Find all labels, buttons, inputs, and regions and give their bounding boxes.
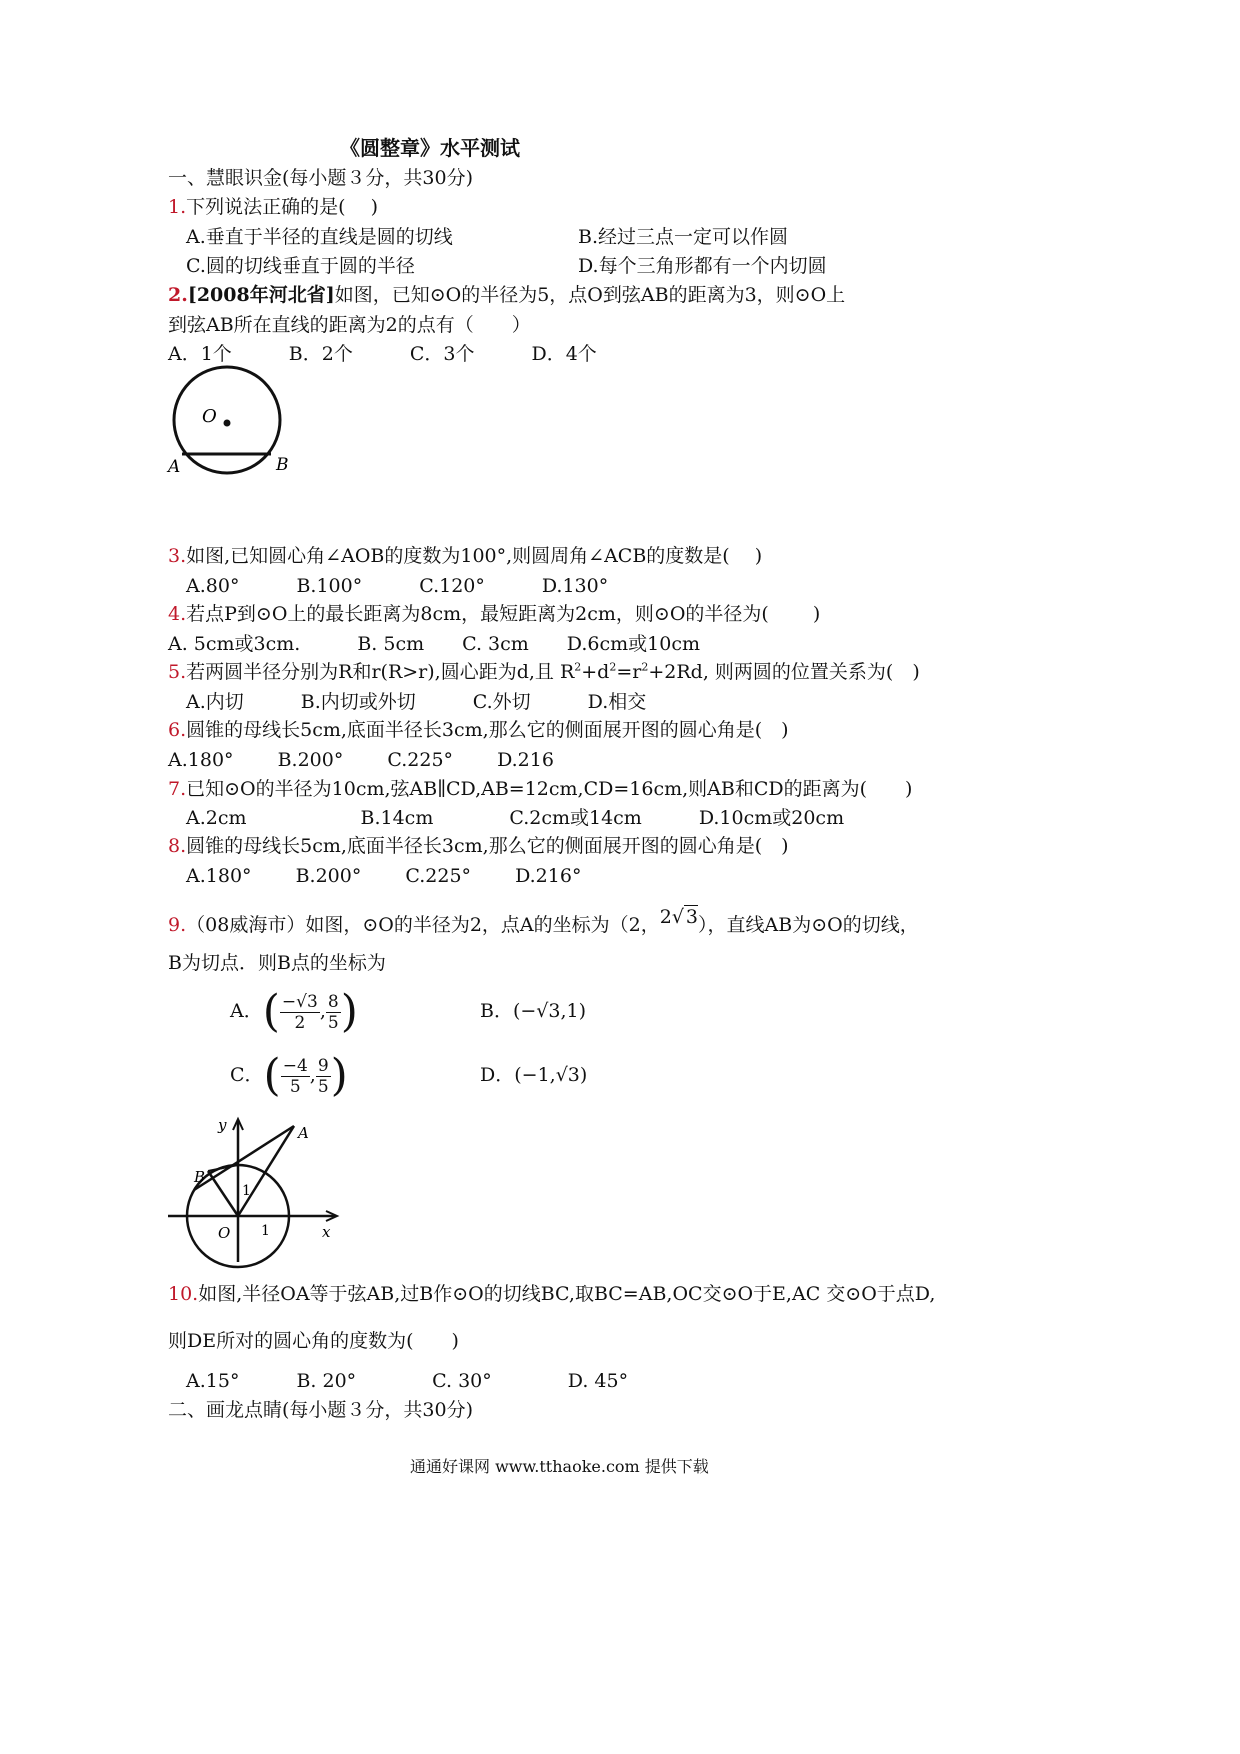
question-8 xyxy=(168,833,789,859)
option-value: (−1,√3) xyxy=(514,1064,588,1086)
numerator: −4 xyxy=(282,1055,308,1076)
denominator: 5 xyxy=(317,1076,329,1097)
fraction xyxy=(316,1056,331,1097)
question-number: 4. xyxy=(168,603,187,625)
question-10 xyxy=(168,1281,935,1307)
q2-stem-line2: 到弦AB所在直线的距离为2的点有（ ） xyxy=(168,314,531,336)
q2-options: A．1个 B．2个 C．3个 D．4个 xyxy=(168,343,597,365)
q9-option-a: A．( $\frac{-√3}{2}$ , $\frac{8}{5}$ ) xyxy=(230,986,358,1037)
question-3 xyxy=(168,543,762,569)
question-2 xyxy=(168,282,845,308)
q6-options: A.180° B.200° C.225° D.216 xyxy=(168,749,554,771)
question-stem-b: ），直线AB为⊙O的切线， xyxy=(698,914,919,936)
sqrt-expression: 2√ 3 xyxy=(659,906,699,928)
label-y: y xyxy=(218,1116,227,1134)
q10-options: A.15° B. 20° C. 30° D. 45° xyxy=(186,1370,629,1392)
q10-stem-line2: 则DE所对的圆心角的度数为( ) xyxy=(168,1330,459,1352)
fraction xyxy=(326,992,341,1033)
right-paren: ) xyxy=(330,1050,348,1101)
label-a: A xyxy=(168,457,181,477)
question-number: 2. xyxy=(168,284,188,306)
q5-options: A.内切 B.内切或外切 C.外切 D.相交 xyxy=(186,691,647,713)
question-number: 6. xyxy=(168,719,187,741)
label-a: A xyxy=(298,1124,309,1142)
right-paren: ) xyxy=(340,986,358,1037)
denominator: 5 xyxy=(327,1012,339,1033)
question-stem-c: =r xyxy=(616,661,642,683)
q3-options: A.80° B.100° C.120° D.130° xyxy=(186,575,609,597)
q4-options: A. 5cm或3cm. B. 5cm C. 3cm D.6cm或10cm xyxy=(168,633,700,655)
question-1 xyxy=(168,194,378,220)
question-stem: 圆锥的母线长5cm,底面半径长3cm,那么它的侧面展开图的圆心角是( ) xyxy=(186,719,789,741)
superscript: 2 xyxy=(574,660,582,674)
question-source: [2008年河北省] xyxy=(187,284,335,306)
question-number: 7. xyxy=(168,778,187,800)
question-stem-a: （08威海市）如图，⊙O的半径为2，点A的坐标为（2， xyxy=(186,914,660,936)
question-5 xyxy=(168,659,920,685)
page-title: 《圆整章》水平测试 xyxy=(340,136,520,160)
section2-heading: 二、画龙点睛(每小题３分，共30分) xyxy=(168,1399,474,1421)
q9-option-d xyxy=(480,1062,587,1088)
question-stem: 如图，已知⊙O的半径为5，点O到弦AB的距离为3，则⊙O上 xyxy=(334,284,846,306)
option-label: A． xyxy=(230,1000,263,1022)
label-b: B xyxy=(194,1168,206,1186)
question-stem: 如图,半径OA等于弦AB,过B作⊙O的切线BC,取BC=AB,OC交⊙O于E,AC 交⊙O于点D, xyxy=(198,1283,936,1305)
q9-option-b xyxy=(480,998,586,1024)
segment-ob xyxy=(208,1171,238,1216)
question-number: 3. xyxy=(168,545,187,567)
q9-coordinate-figure xyxy=(160,1112,350,1272)
label-one-x: 1 xyxy=(261,1223,270,1239)
question-stem: 已知⊙O的半径为10cm,弦AB∥CD,AB=12cm,CD=16cm,则AB和CD的距离为( ) xyxy=(186,778,913,800)
q8-options: A.180° B.200° C.225° D.216° xyxy=(186,865,582,887)
left-paren: ( xyxy=(262,986,280,1037)
fraction xyxy=(280,992,320,1033)
question-stem: 若点P到⊙O上的最长距离为8cm，最短距离为2cm，则⊙O的半径为( ) xyxy=(186,603,821,625)
q9-stem-line2: B为切点．则B点的坐标为 xyxy=(168,952,386,974)
question-9 xyxy=(168,906,919,938)
numerator: 8 xyxy=(327,991,339,1012)
superscript: 2 xyxy=(609,660,617,674)
tangent-line-ab xyxy=(194,1126,294,1190)
label-o: O xyxy=(218,1224,231,1242)
coefficient: 2 xyxy=(659,906,672,928)
option-label: C． xyxy=(230,1064,264,1086)
question-number: 8. xyxy=(168,835,187,857)
question-number: 1. xyxy=(168,196,187,218)
label-x: x xyxy=(322,1223,331,1241)
numerator: −√3 xyxy=(281,991,318,1012)
segment-oa xyxy=(238,1126,294,1216)
denominator: 2 xyxy=(294,1012,306,1033)
q1-option-b: B.经过三点一定可以作圆 xyxy=(578,226,789,248)
option-label: D． xyxy=(480,1064,515,1086)
question-7 xyxy=(168,776,912,802)
question-4 xyxy=(168,601,820,627)
denominator: 5 xyxy=(289,1076,301,1097)
question-number: 10. xyxy=(168,1283,199,1305)
label-o: O xyxy=(202,406,217,427)
q7-options: A.2cm B.14cm C.2cm或14cm D.10cm或20cm xyxy=(186,807,845,829)
question-number: 5. xyxy=(168,661,187,683)
question-stem-b: +d xyxy=(581,661,610,683)
fraction xyxy=(281,1056,310,1097)
question-stem-d: +2Rd, 则两圆的位置关系为( ) xyxy=(648,661,920,683)
label-b: B xyxy=(276,455,289,475)
q1-option-c: C.圆的切线垂直于圆的半径 xyxy=(186,255,415,277)
radicand: 3 xyxy=(685,906,699,928)
question-stem: 圆锥的母线长5cm,底面半径长3cm,那么它的侧面展开图的圆心角是( ) xyxy=(186,835,789,857)
question-number: 9. xyxy=(168,914,187,936)
numerator: 9 xyxy=(317,1055,329,1076)
section1-heading: 一、慧眼识金(每小题３分，共30分) xyxy=(168,167,474,189)
left-paren: ( xyxy=(263,1050,281,1101)
q1-option-a: A.垂直于半径的直线是圆的切线 xyxy=(186,226,453,248)
question-stem: 下列说法正确的是( ) xyxy=(186,196,379,218)
superscript: 2 xyxy=(641,660,649,674)
q2-circle-figure xyxy=(160,360,300,485)
q1-option-d: D.每个三角形都有一个内切圆 xyxy=(578,255,827,277)
question-6 xyxy=(168,717,789,743)
question-stem-a: 若两圆半径分别为R和r(R>r),圆心距为d,且 R xyxy=(186,661,575,683)
option-label: B． xyxy=(480,1000,513,1022)
page-footer: 通通好课网 www.tthaoke.com 提供下载 xyxy=(410,1457,709,1476)
q9-option-c: C．( $\frac{-4}{5}$ , $\frac{9}{5}$ ) xyxy=(230,1050,348,1101)
center-dot xyxy=(224,420,231,427)
label-one-y: 1 xyxy=(242,1183,251,1199)
option-value: (−√3,1) xyxy=(512,1000,587,1022)
question-stem: 如图,已知圆心角∠AOB的度数为100°,则圆周角∠ACB的度数是( ) xyxy=(186,545,763,567)
